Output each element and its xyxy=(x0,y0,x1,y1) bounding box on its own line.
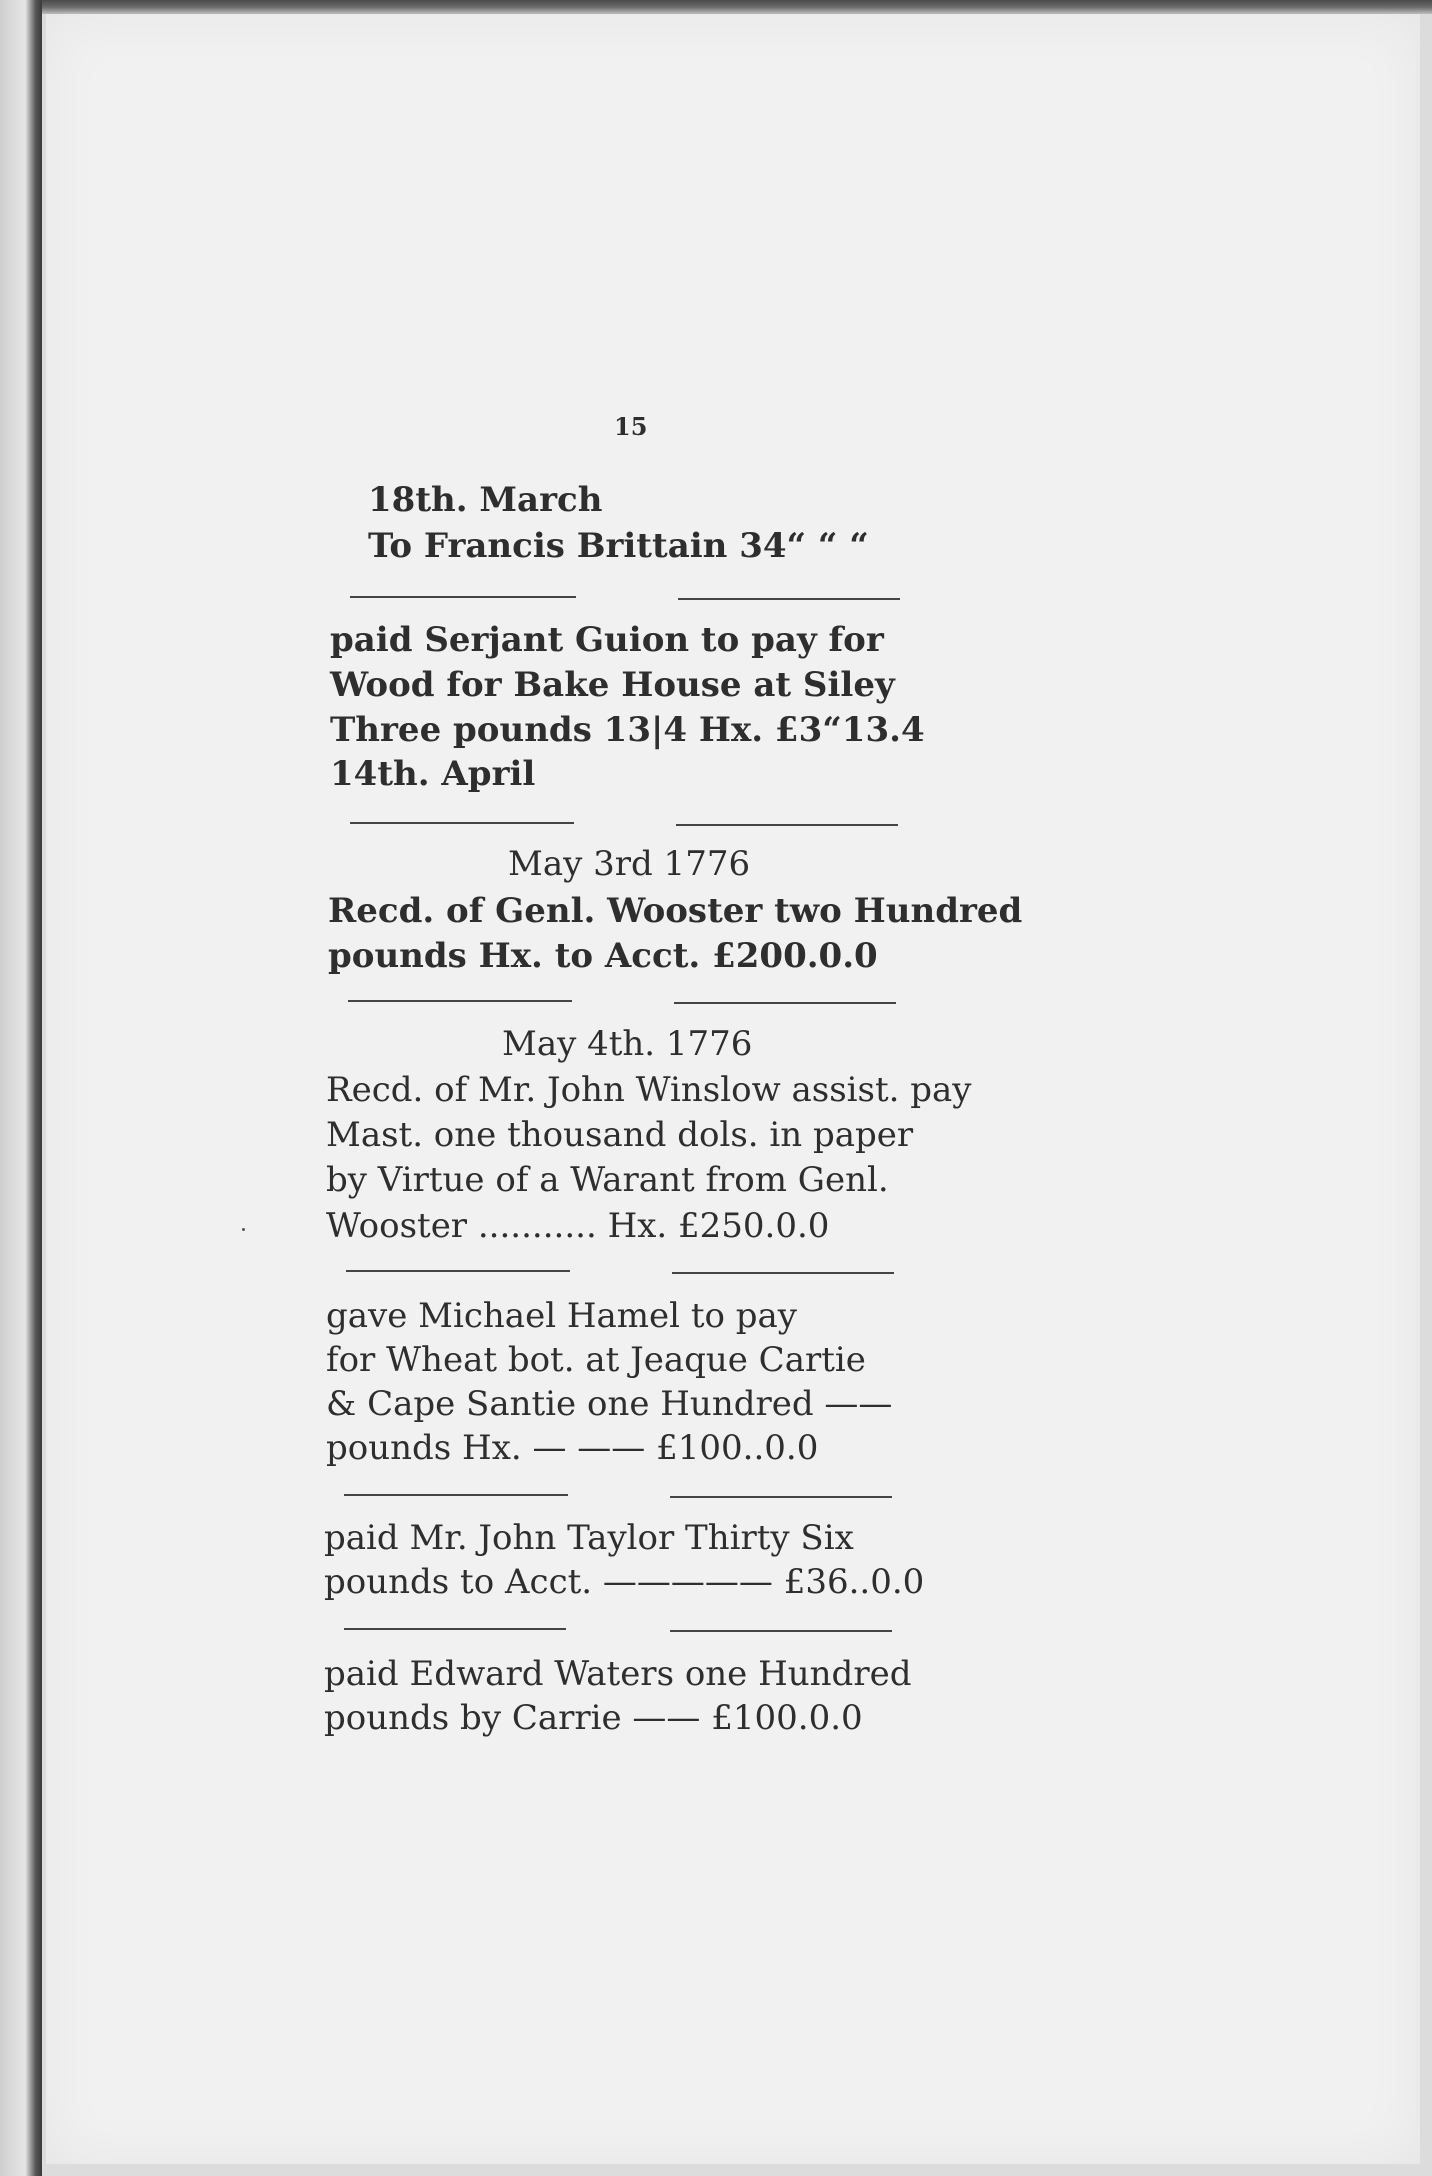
entry-line: paid Serjant Guion to pay for xyxy=(330,620,884,660)
divider-right xyxy=(674,1002,896,1004)
entry-line: by Virtue of a Warant from Genl. xyxy=(326,1160,889,1200)
page-number: 15 xyxy=(614,412,648,441)
entry-line: & Cape Santie one Hundred —— xyxy=(326,1384,893,1424)
divider-left xyxy=(348,1000,572,1002)
entry-line: Recd. of Mr. John Winslow assist. pay xyxy=(326,1070,972,1110)
entry-date: May 4th. 1776 xyxy=(502,1024,753,1064)
divider-left xyxy=(344,1494,568,1496)
entry-line: 18th. March xyxy=(368,480,603,520)
entry-date: May 3rd 1776 xyxy=(508,844,751,884)
entry-line: paid Mr. John Taylor Thirty Six xyxy=(324,1518,854,1558)
entry-line: pounds by Carrie —— £100.0.0 xyxy=(324,1698,863,1738)
entry-line: for Wheat bot. at Jeaque Cartie xyxy=(326,1340,866,1380)
entry-line: paid Edward Waters one Hundred xyxy=(324,1654,912,1694)
divider-right xyxy=(676,824,898,826)
divider-right xyxy=(672,1272,894,1274)
entry-line: 14th. April xyxy=(330,754,536,794)
entry-line: pounds Hx. — —— £100..0.0 xyxy=(326,1428,819,1468)
entry-line: Wooster ........... Hx. £250.0.0 xyxy=(326,1206,830,1246)
scan-speck xyxy=(242,1228,245,1231)
divider-right xyxy=(678,598,900,600)
binding-edge xyxy=(0,0,42,2176)
entry-line: To Francis Brittain 34“ “ “ xyxy=(368,526,869,566)
top-edge xyxy=(0,0,1432,14)
entry-line: Recd. of Genl. Wooster two Hundred xyxy=(328,891,1023,931)
entry-line: pounds to Acct. ————— £36..0.0 xyxy=(324,1562,925,1602)
divider-left xyxy=(350,596,576,598)
divider-left xyxy=(346,1270,570,1272)
entry-line: gave Michael Hamel to pay xyxy=(326,1296,798,1336)
divider-right xyxy=(670,1630,892,1632)
entry-line: pounds Hx. to Acct. £200.0.0 xyxy=(328,936,878,976)
divider-left xyxy=(350,822,574,824)
entry-line: Wood for Bake House at Siley xyxy=(330,665,895,705)
entry-line: Mast. one thousand dols. in paper xyxy=(326,1115,914,1155)
divider-right xyxy=(670,1496,892,1498)
divider-left xyxy=(344,1628,566,1630)
entry-line: Three pounds 13|4 Hx. £3“13.4 xyxy=(330,710,925,750)
